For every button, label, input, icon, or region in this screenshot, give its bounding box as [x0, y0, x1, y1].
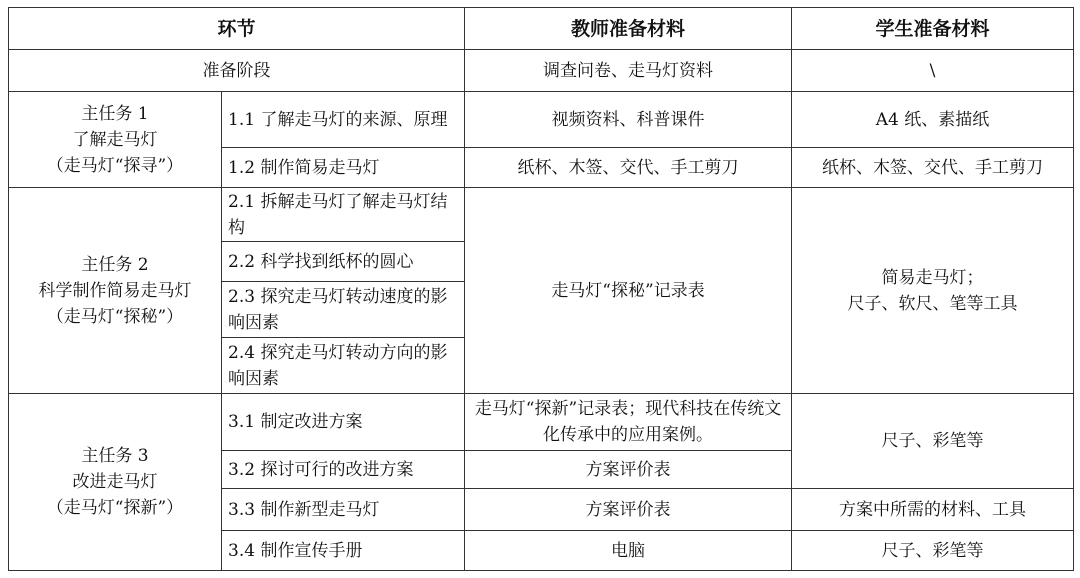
task1-sub1-student: A4 纸、素描纸: [792, 92, 1074, 148]
task1-title: 主任务 1 了解走马灯 （走马灯“探寻”）: [9, 92, 222, 188]
task3-sub3-label: 3.3 制作新型走马灯: [222, 489, 465, 531]
task1-sub1-teacher: 视频资料、科普课件: [465, 92, 792, 148]
task3-sub1-teacher: 走马灯“探新”记录表；现代科技在传统文化传承中的应用案例。: [465, 394, 792, 451]
table-row: [9, 92, 1074, 148]
header-teacher: 教师准备材料: [465, 8, 792, 50]
task2-sub3-label: 2.3 探究走马灯转动速度的影响因素: [222, 282, 465, 338]
task1-sub2-teacher: 纸杯、木签、交代、手工剪刀: [465, 148, 792, 188]
table-row: [9, 188, 1074, 242]
header-row: [9, 8, 1074, 50]
task1-sub1-label: 1.1 了解走马灯的来源、原理: [222, 92, 465, 148]
task2-student: 简易走马灯； 尺子、软尺、笔等工具: [792, 188, 1074, 394]
task3-sub2-label: 3.2 探讨可行的改进方案: [222, 451, 465, 489]
prep-row: [9, 50, 1074, 92]
task3-sub4-label: 3.4 制作宣传手册: [222, 531, 465, 571]
header-student: 学生准备材料: [792, 8, 1074, 50]
task3-sub3-teacher: 方案评价表: [465, 489, 792, 531]
prep-teacher: 调查问卷、走马灯资料: [465, 50, 792, 92]
task1-sub2-label: 1.2 制作简易走马灯: [222, 148, 465, 188]
task3-sub4-student: 尺子、彩笔等: [792, 531, 1074, 571]
task3-sub3-student: 方案中所需的材料、工具: [792, 489, 1074, 531]
task3-sub4-teacher: 电脑: [465, 531, 792, 571]
task2-teacher: 走马灯“探秘”记录表: [465, 188, 792, 394]
materials-table: [8, 7, 1074, 571]
prep-stage: 准备阶段: [9, 50, 465, 92]
task1-sub2-student: 纸杯、木签、交代、手工剪刀: [792, 148, 1074, 188]
task2-title: 主任务 2 科学制作简易走马灯 （走马灯“探秘”）: [9, 188, 222, 394]
task2-sub1-label: 2.1 拆解走马灯了解走马灯结构: [222, 188, 465, 242]
task2-sub2-label: 2.2 科学找到纸杯的圆心: [222, 242, 465, 282]
table-row: [9, 394, 1074, 451]
task3-title: 主任务 3 改进走马灯 （走马灯“探新”）: [9, 394, 222, 571]
task3-sub1-label: 3.1 制定改进方案: [222, 394, 465, 451]
task3-student-12: 尺子、彩笔等: [792, 394, 1074, 489]
prep-student: \: [792, 50, 1074, 92]
task3-sub2-teacher: 方案评价表: [465, 451, 792, 489]
task2-sub4-label: 2.4 探究走马灯转动方向的影响因素: [222, 338, 465, 394]
header-stage: 环节: [9, 8, 465, 50]
